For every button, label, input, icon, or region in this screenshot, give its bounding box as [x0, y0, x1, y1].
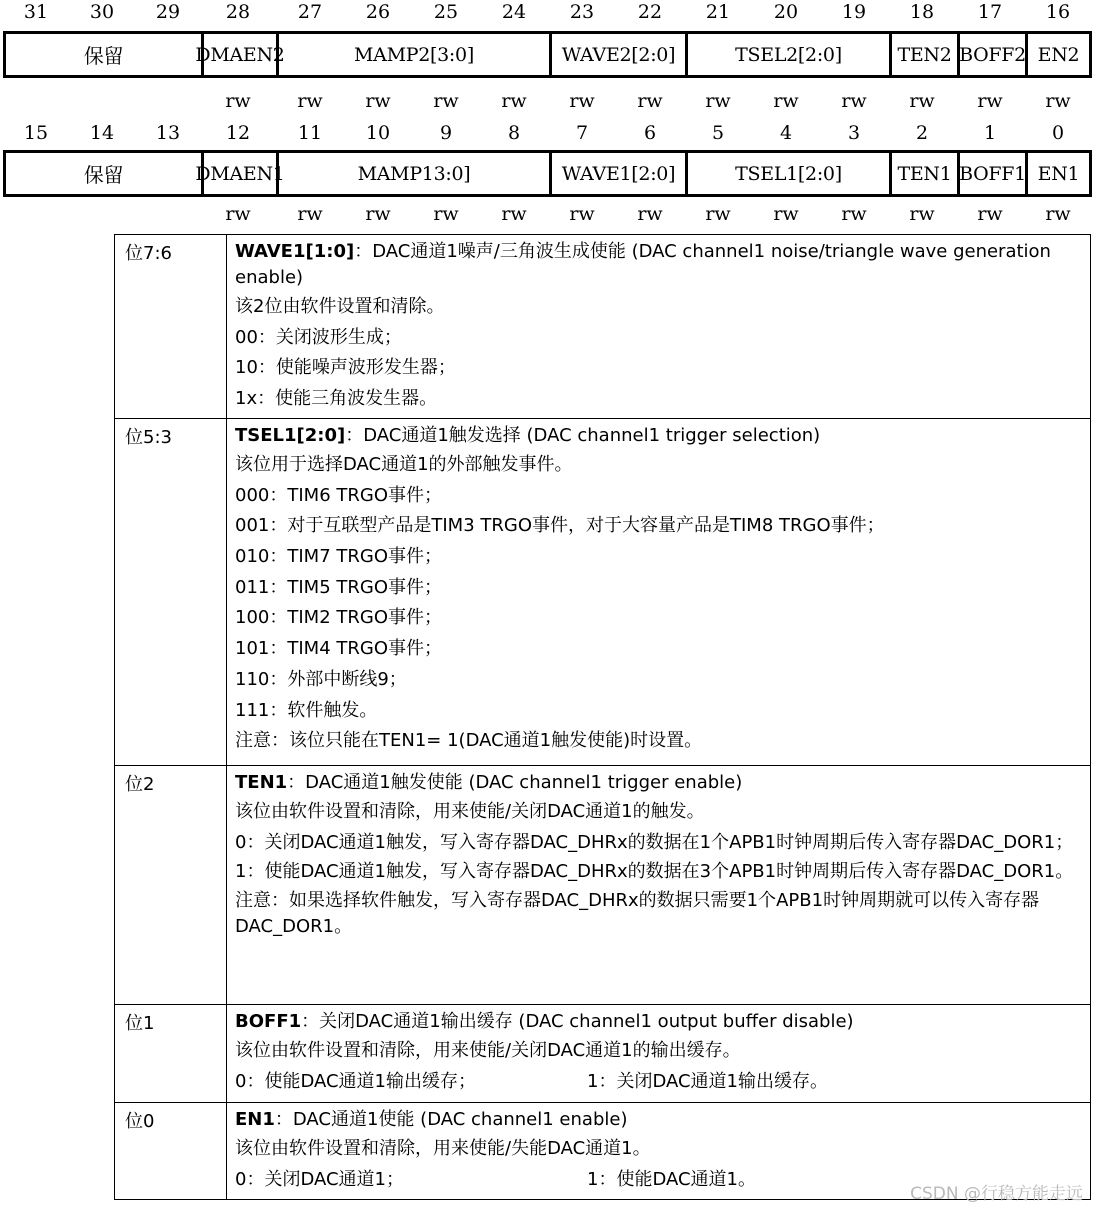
bit-number: 4 [779, 122, 793, 144]
option-text: 0：关闭DAC通道1； [235, 1168, 405, 1190]
wave1-field: WAVE1[2:0] [549, 153, 685, 194]
description-line: 110：外部中断线9； [235, 668, 407, 690]
access-type: rw [569, 90, 595, 112]
boff1-field: BOFF1 [957, 153, 1025, 194]
access-type: rw [433, 90, 459, 112]
description-line: 00：关闭波形生成； [235, 326, 402, 348]
lower-bit-numbers [0, 121, 1097, 145]
description-line: 0：关闭DAC通道1触发，写入寄存器DAC_DHRx的数据在1个APB1时钟周期后传入寄存器DAC_DOR1； [235, 831, 1074, 853]
field-summary: ：DAC通道1噪声/三角波生成使能 (DAC channel1 noise/triangle wave generation enable) [235, 241, 1051, 288]
bit-number: 25 [433, 1, 459, 23]
description-row-tsel1 [115, 418, 1090, 765]
field-summary: ：DAC通道1触发选择 (DAC channel1 trigger selection) [345, 425, 821, 446]
lower-access-types [0, 202, 1097, 226]
mamp1-field: MAMP13:0] [276, 153, 549, 194]
access-type: rw [225, 203, 251, 225]
field-title [235, 1107, 1084, 1133]
description-row-wave1 [115, 235, 1090, 418]
access-type: rw [977, 203, 1003, 225]
bit-range: 位2 [115, 766, 227, 1004]
option-text: 0：使能DAC通道1输出缓存； [235, 1070, 477, 1092]
description-line: 111：软件触发。 [235, 699, 378, 721]
dmaen2-field: DMAEN2 [201, 34, 276, 75]
bit-number: 21 [705, 1, 731, 23]
access-type: rw [637, 203, 663, 225]
bit-number: 18 [909, 1, 935, 23]
description-line: 001：对于互联型产品是TIM3 TRGO事件，对于大容量产品是TIM8 TRGO事件； [235, 515, 885, 537]
access-type: rw [773, 203, 799, 225]
en2-field: EN2 [1025, 34, 1089, 75]
field-title [235, 423, 1084, 449]
description-text [227, 235, 1090, 418]
description-line: 100：TIM2 TRGO事件； [235, 607, 442, 629]
access-type: rw [841, 203, 867, 225]
field-title [235, 770, 1084, 796]
option-text: 1：使能DAC通道1。 [587, 1168, 757, 1190]
bit-number: 20 [773, 1, 799, 23]
bit-range: 位7:6 [115, 235, 227, 418]
field-name: BOFF1 [235, 1011, 302, 1032]
bit-range: 位1 [115, 1005, 227, 1102]
bit-number: 0 [1051, 122, 1065, 144]
bit-number: 30 [89, 1, 115, 23]
bit-number: 24 [501, 1, 527, 23]
description-line: 10：使能噪声波形发生器； [235, 357, 456, 379]
description-line: 1x：使能三角波发生器。 [235, 388, 438, 410]
bit-number: 19 [841, 1, 867, 23]
bit-number: 16 [1045, 1, 1071, 23]
bit-number: 8 [507, 122, 521, 144]
bit-number: 12 [225, 122, 251, 144]
field-summary: ：DAC通道1使能 (DAC channel1 enable) [274, 1109, 628, 1130]
description-line: 该2位由软件设置和清除。 [235, 296, 445, 317]
description-line: 010：TIM7 TRGO事件； [235, 546, 442, 568]
bit-number: 29 [155, 1, 181, 23]
description-line: 注意：该位只能在TEN1= 1(DAC通道1触发使能)时设置。 [235, 730, 703, 752]
access-type: rw [909, 90, 935, 112]
en1-field: EN1 [1025, 153, 1089, 194]
access-type: rw [297, 203, 323, 225]
field-summary: ：关闭DAC通道1输出缓存 (DAC channel1 output buffer disable) [301, 1011, 854, 1032]
description-line: 注意：如果选择软件触发，写入寄存器DAC_DHRx的数据只需要1个APB1时钟周期就可以传入寄存器DAC_DOR1。 [235, 889, 1040, 937]
description-text [227, 766, 1090, 1004]
bit-number: 15 [23, 122, 49, 144]
reserved-field: 保留 [83, 163, 124, 187]
field-title [235, 239, 1084, 291]
description-line: 该位用于选择DAC通道1的外部触发事件。 [235, 454, 573, 475]
description-line: 101：TIM4 TRGO事件； [235, 638, 442, 660]
field-name: TEN1 [235, 772, 288, 793]
access-type: rw [365, 203, 391, 225]
description-line: 011：TIM5 TRGO事件； [235, 576, 442, 598]
access-type: rw [977, 90, 1003, 112]
option-text: 1：关闭DAC通道1输出缓存。 [587, 1070, 829, 1092]
access-type: rw [225, 90, 251, 112]
bit-number: 6 [643, 122, 657, 144]
bit-number: 9 [439, 122, 453, 144]
access-type: rw [501, 90, 527, 112]
ten2-field: TEN2 [889, 34, 957, 75]
access-type: rw [841, 90, 867, 112]
bit-range: 位5:3 [115, 419, 227, 765]
access-type: rw [705, 203, 731, 225]
reserved-field: 保留 [83, 44, 124, 68]
access-type: rw [1045, 90, 1071, 112]
access-type: rw [569, 203, 595, 225]
description-line: 该位由软件设置和清除，用来使能/关闭DAC通道1的触发。 [235, 801, 705, 822]
upper-register-fields [3, 31, 1092, 78]
mamp2-field: MAMP2[3:0] [276, 34, 549, 75]
bit-number: 31 [23, 1, 49, 23]
tsel1-field: TSEL1[2:0] [685, 153, 889, 194]
bit-number: 7 [575, 122, 589, 144]
description-line: 该位由软件设置和清除，用来使能/关闭DAC通道1的输出缓存。 [235, 1040, 741, 1061]
bit-number: 2 [915, 122, 929, 144]
description-line: 000：TIM6 TRGO事件； [235, 484, 442, 506]
bit-number: 1 [983, 122, 997, 144]
access-type: rw [365, 90, 391, 112]
bit-number: 17 [977, 1, 1003, 23]
watermark: CSDN @行稳方能走远 [910, 1184, 1083, 1204]
bit-number: 28 [225, 1, 251, 23]
field-title [235, 1009, 1084, 1035]
upper-bit-numbers [0, 0, 1097, 24]
bit-number: 14 [89, 122, 115, 144]
bit-description-table [114, 234, 1091, 1200]
field-summary: ：DAC通道1触发使能 (DAC channel1 trigger enable) [287, 772, 743, 793]
access-type: rw [297, 90, 323, 112]
field-name: EN1 [235, 1109, 275, 1130]
upper-access-types [0, 89, 1097, 113]
boff2-field: BOFF2 [957, 34, 1025, 75]
dmaen1-field: DMAEN1 [201, 153, 276, 194]
field-name: WAVE1[1:0] [235, 241, 355, 262]
access-type: rw [909, 203, 935, 225]
ten1-field: TEN1 [889, 153, 957, 194]
description-row-ten1 [115, 765, 1090, 1004]
bit-number: 11 [297, 122, 323, 144]
access-type: rw [1045, 203, 1071, 225]
access-type: rw [637, 90, 663, 112]
bit-number: 10 [365, 122, 391, 144]
bit-range: 位0 [115, 1103, 227, 1199]
access-type: rw [433, 203, 459, 225]
description-text [227, 1005, 1090, 1102]
description-line: 1：使能DAC通道1触发，写入寄存器DAC_DHRx的数据在3个APB1时钟周期后传入寄存器DAC_DOR1。 [235, 860, 1074, 882]
tsel2-field: TSEL2[2:0] [685, 34, 889, 75]
access-type: rw [705, 90, 731, 112]
bit-number: 5 [711, 122, 725, 144]
description-line [235, 1069, 1084, 1095]
wave2-field: WAVE2[2:0] [549, 34, 685, 75]
description-row-boff1 [115, 1004, 1090, 1102]
access-type: rw [773, 90, 799, 112]
bit-number: 23 [569, 1, 595, 23]
bit-number: 13 [155, 122, 181, 144]
bit-number: 26 [365, 1, 391, 23]
bit-number: 22 [637, 1, 663, 23]
description-line: 该位由软件设置和清除，用来使能/失能DAC通道1。 [235, 1138, 651, 1159]
bit-number: 3 [847, 122, 861, 144]
field-name: TSEL1[2:0] [235, 425, 346, 446]
access-type: rw [501, 203, 527, 225]
description-text [227, 419, 1090, 765]
bit-number: 27 [297, 1, 323, 23]
lower-register-fields [3, 150, 1092, 197]
